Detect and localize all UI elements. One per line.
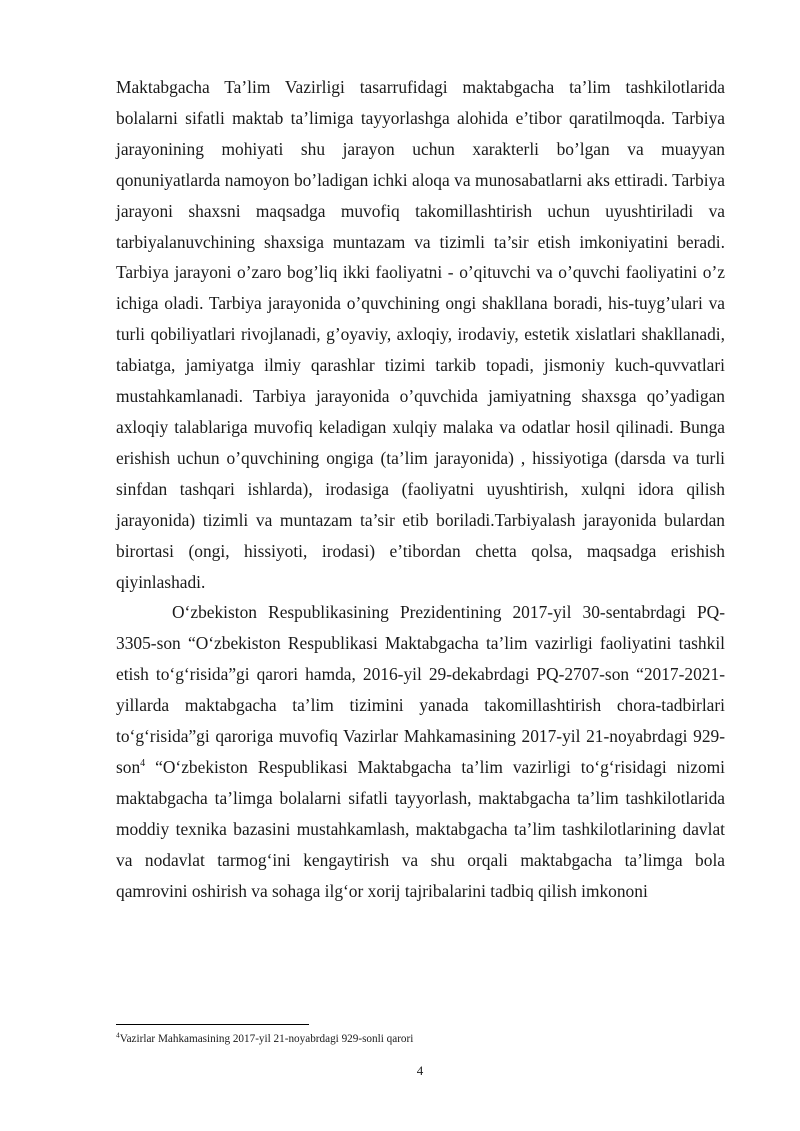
footnote-marker: 4 xyxy=(116,1030,120,1040)
footnote-reference[interactable]: 4 xyxy=(140,758,146,770)
footnote-text: Vazirlar Mahkamasining 2017-yil 21-noyabrdagi 929-sonli qarori xyxy=(119,1033,414,1045)
paragraph: Maktabgacha Ta’lim Vazirligi tasarrufidagi maktabgacha ta’lim tashkilotlarida bolalarni sifatli maktab ta’limiga tayyorlashga alohida e’tibor qaratilmoqda. Tarbiya jarayonining mohiyati shu jarayon uchun xarakterli bo’lgan va muayyan qonuniyatlarda namoyon bo’ladigan ichki aloqa va munosabatlarni aks ettiradi. Tarbiya jarayoni shaxsni maqsadga muvofiq takomillashtirish uchun uyushtiriladi va tarbiyalanuvchining shaxsiga muntazam va tizimli ta’sir etish imkoniyatini beradi. Tarbiya jarayoni o’zaro bog’liq ikki faoliyatni - o’qituvchi va o’quvchi faoliyatini o’z ichiga oladi. Tarbiya jarayonida o’quvchining ongi shakllana boradi, his-tuyg’ulari va turli qobiliyatlari rivojlanadi, g’oyaviy, axloqiy, irodaviy, estetik xislatlari shakllanadi, tabiatga, jamiyatga ilmiy qarashlar tizimi tarkib topadi, jismoniy kuch-quvvatlari mustahkamlanadi. Tarbiya jarayonida o’quvchida jamiyatning shaxsga qo’yadigan axloqiy talablariga muvofiq keladigan xulqiy malaka va odatlar hosil qilinadi. Bunga erishish uchun o’quvchining ongiga (ta’lim jarayonida) , hissiyotiga (darsda va turli sinfdan tashqari ishlarda), irodasiga (faoliyatni uyushtirish, xulqni idora qilish jarayonida) tizimli va muntazam ta’sir etib boriladi.Tarbiyalash jarayonida bulardan birortasi (ongi, hissiyoti, irodasi) e’tibordan chetta qolsa, maqsadga erishish qiyinlashadi. xyxy=(116,77,725,592)
paragraph xyxy=(116,597,725,906)
body-text xyxy=(116,72,725,906)
footnote xyxy=(116,1032,725,1047)
paragraph-text: O‘zbekiston Respublikasining Prezidentining 2017-yil 30-sentabrdagi PQ-3305-son “O‘zbekiston Respublikasi Maktabgacha ta’lim vazirligi faoliyatini tashkil etish to‘g‘risida”gi qarori hamda, 2016-yil 29-dekabrdagi PQ-2707-son “2017-2021-yillarda maktabgacha ta’lim tizimini yanada takomillashtirish chora-tadbirlari to‘g‘risida”gi qaroriga muvofiq Vazirlar Mahkamasining 2017-yil 21-noyabrdagi 929-son xyxy=(116,602,725,777)
page-number: 4 xyxy=(416,1063,424,1078)
footnote-divider xyxy=(116,1024,309,1025)
paragraph-text: “O‘zbekiston Respublikasi Maktabgacha ta’lim vazirligi to‘g‘risidagi nizomi maktabgacha ta’limga bolalarni sifatli tayyorlash, maktabgacha ta’lim tashkilotlarida moddiy texnika bazasini mustahkamlash, maktabgacha ta’lim tashkilotlarining davlat va nodavlat tarmog‘ini kengaytirish va shu orqali maktabgacha ta’limga bola qamrovini oshirish va sohaga ilg‘or xorij tajribalarini tadbiq qilish imkononi xyxy=(116,756,725,901)
